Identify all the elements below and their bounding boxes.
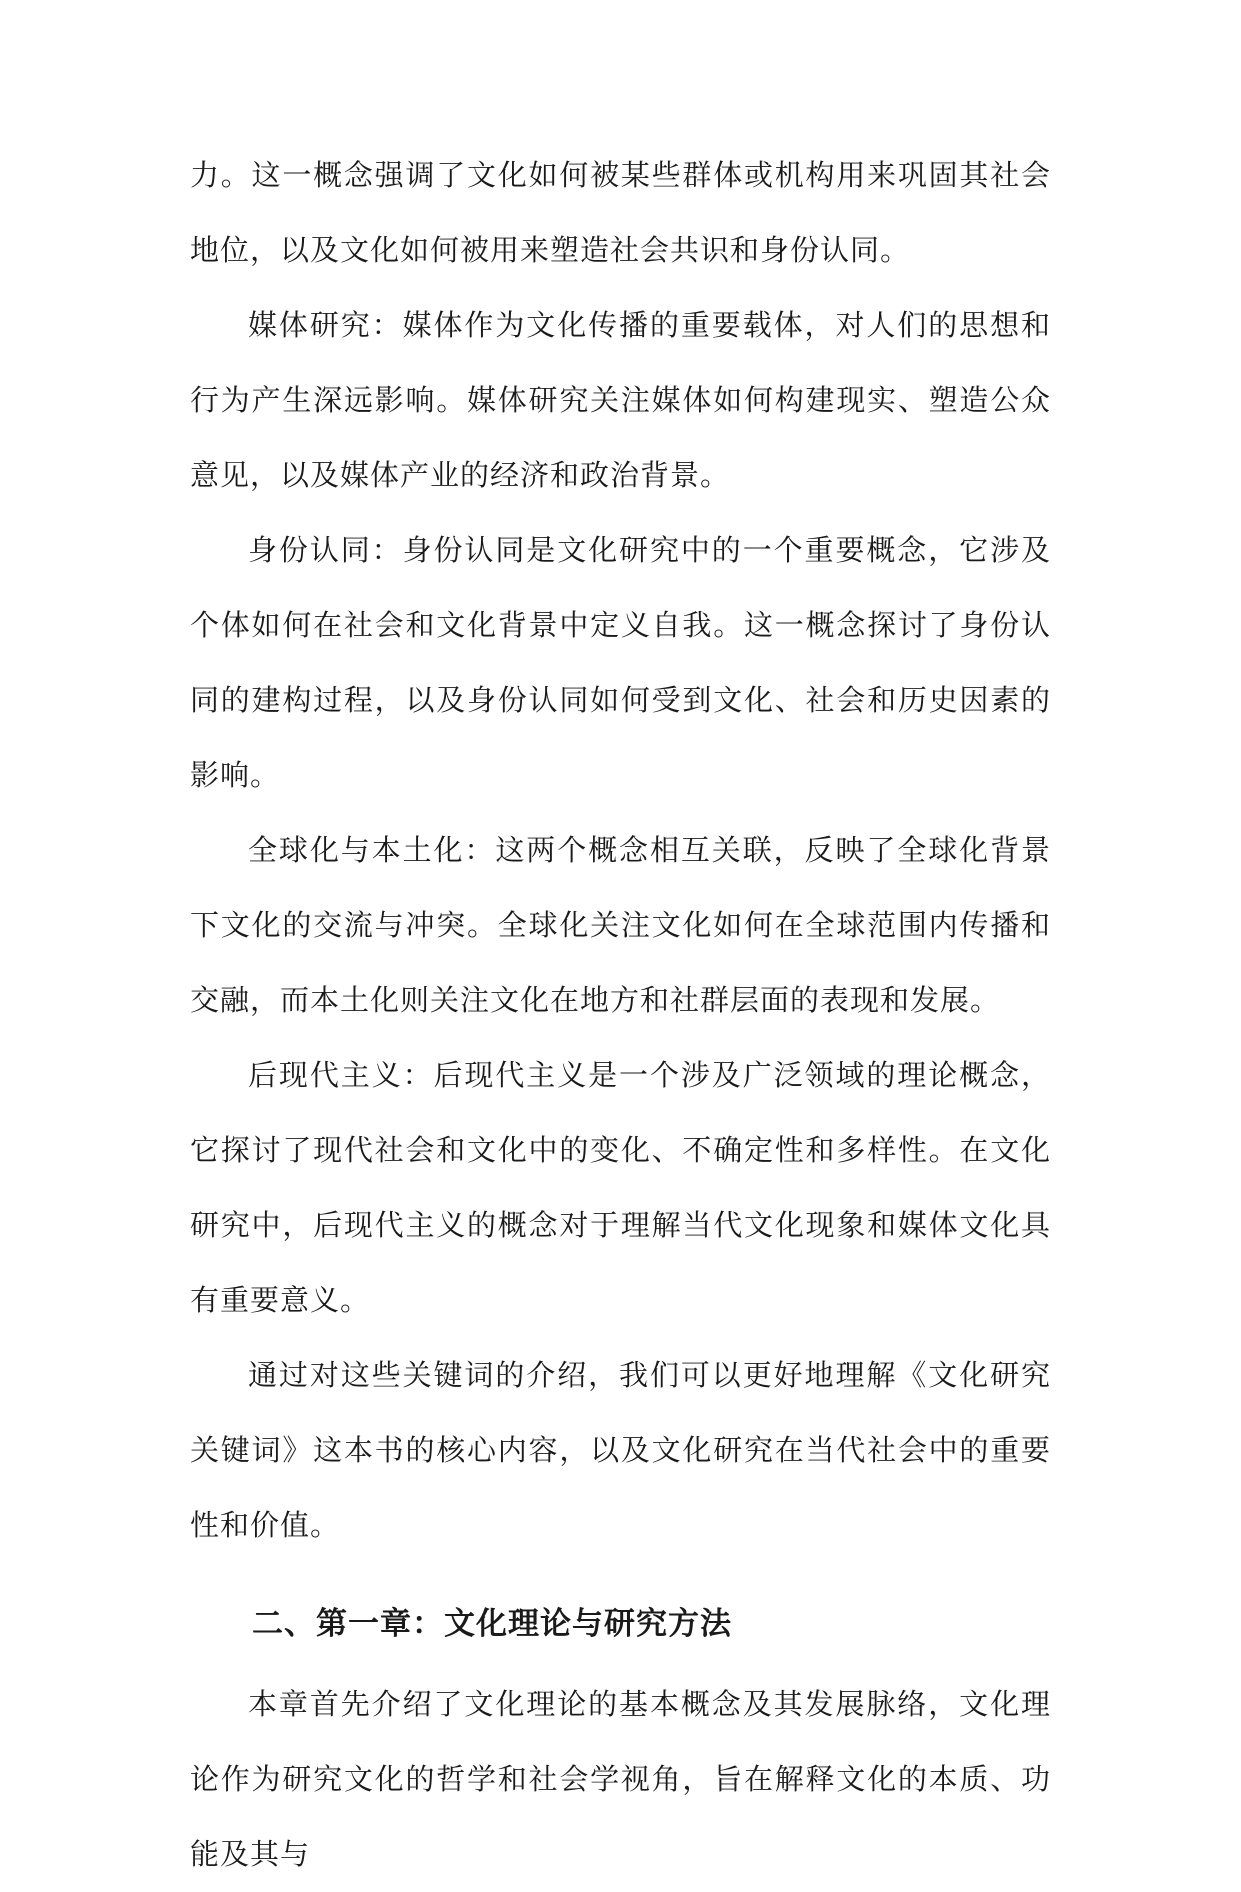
paragraph-identity: 身份认同：身份认同是文化研究中的一个重要概念，它涉及个体如何在社会和文化背景中定义自我。这一概念探讨了身份认同的建构过程，以及身份认同如何受到文化、社会和历史因素的影响。: [190, 533, 1051, 792]
document-body: [190, 138, 1051, 1892]
paragraph-chapter-intro: 本章首先介绍了文化理论的基本概念及其发展脉络，文化理论作为研究文化的哲学和社会学视角，旨在解释文化的本质、功能及其与: [190, 1687, 1051, 1871]
paragraph-continuation: 力。这一概念强调了文化如何被某些群体或机构用来巩固其社会地位，以及文化如何被用来塑造社会共识和身份认同。: [190, 158, 1051, 267]
paragraph-media-studies: 媒体研究：媒体作为文化传播的重要载体，对人们的思想和行为产生深远影响。媒体研究关注媒体如何构建现实、塑造公众意见，以及媒体产业的经济和政治背景。: [190, 308, 1051, 492]
section-heading: 二、第一章：文化理论与研究方法: [252, 1606, 732, 1642]
paragraph-globalization: 全球化与本土化：这两个概念相互关联，反映了全球化背景下文化的交流与冲突。全球化关注文化如何在全球范围内传播和交融，而本土化则关注文化在地方和社群层面的表现和发展。: [190, 833, 1051, 1017]
paragraph-summary: 通过对这些关键词的介绍，我们可以更好地理解《文化研究关键词》这本书的核心内容，以及文化研究在当代社会中的重要性和价值。: [190, 1358, 1051, 1542]
paragraph-postmodernism: 后现代主义：后现代主义是一个涉及广泛领域的理论概念，它探讨了现代社会和文化中的变化、不确定性和多样性。在文化研究中，后现代主义的概念对于理解当代文化现象和媒体文化具有重要意义。: [190, 1058, 1051, 1317]
